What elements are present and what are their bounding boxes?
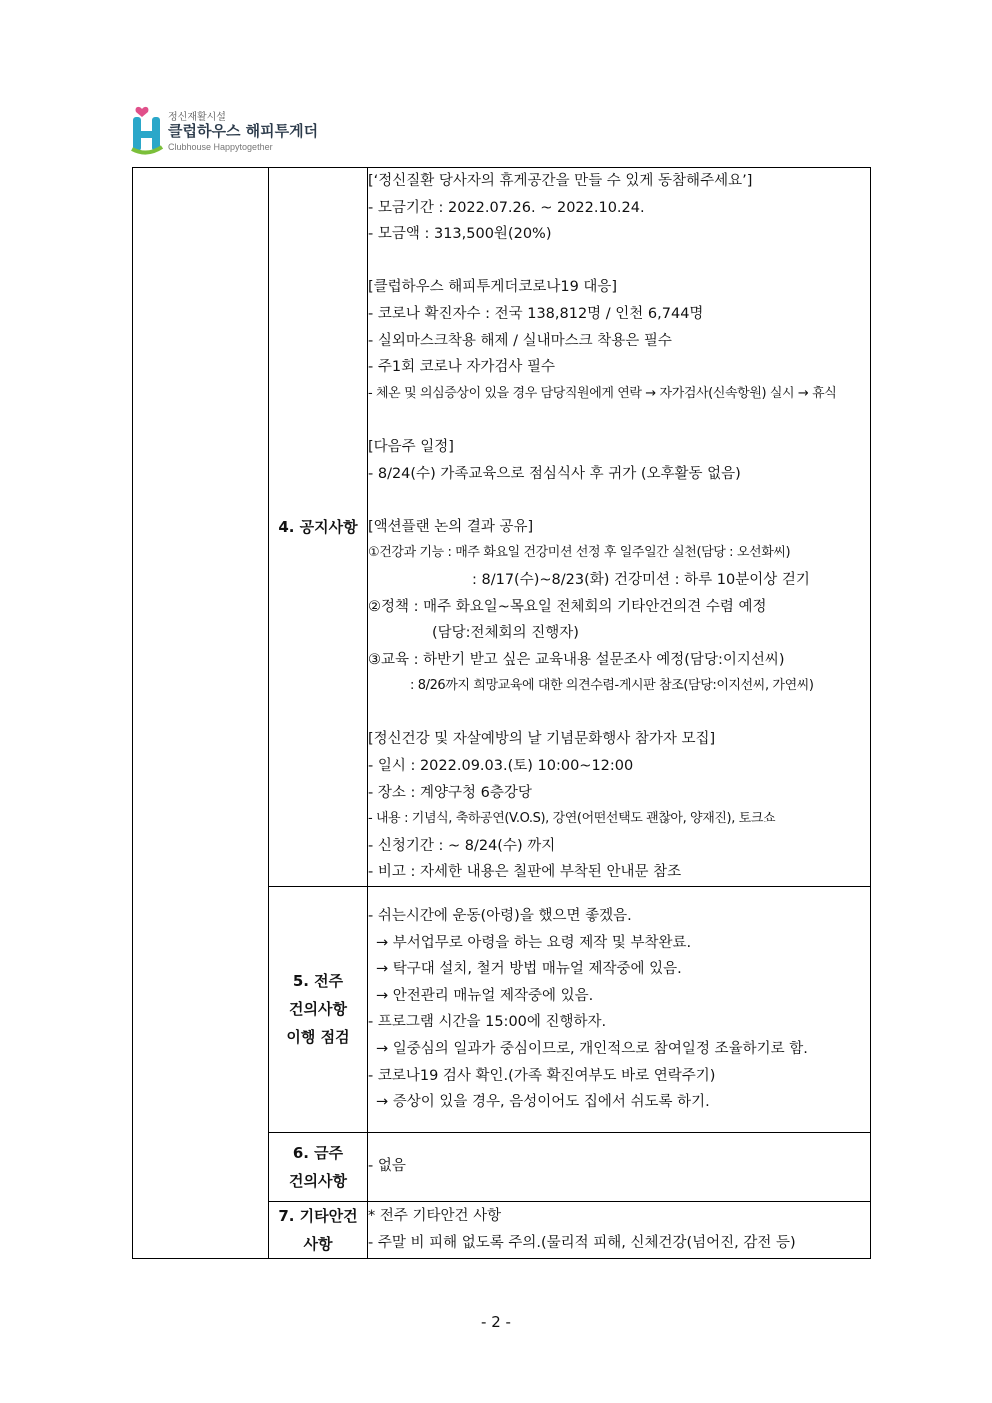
- notice-line: ③교육 : 하반기 받고 싶은 교육내용 설문조사 예정(담당:이지선씨): [368, 651, 785, 668]
- label-last-week: [269, 887, 368, 1133]
- notice-line: - 주1회 코로나 자가검사 필수: [368, 359, 555, 376]
- notice-line-blank: [368, 248, 870, 275]
- content-last-week: [368, 887, 871, 1133]
- label-line: 건의사항: [289, 1171, 347, 1190]
- other-line: - 주말 비 피해 없도록 주의.(물리적 피해, 신체건강(넘어진, 감전 등): [368, 1234, 796, 1251]
- org-logo: [130, 103, 350, 155]
- notice-line: - 모금액 : 313,500원(20%): [368, 226, 552, 243]
- label-line: 7. 기타안건: [278, 1206, 358, 1225]
- label-line: 건의사항: [289, 1000, 347, 1019]
- notice-line: : 8/17(수)~8/23(화) 건강미션 : 하루 10분이상 걷기: [472, 571, 810, 588]
- notice-line: - 체온 및 의심증상이 있을 경우 담당직원에게 연락 → 자가검사(신속항원) 실시 → 휴식: [368, 385, 837, 401]
- notice-line: [다음주 일정]: [368, 438, 454, 455]
- last-week-line: → 일중심의 일과가 중심이므로, 개인적으로 참여일정 조율하기로 함.: [376, 1041, 808, 1057]
- notice-line: [클럽하우스 해피투게더코로나19 대응]: [368, 279, 618, 296]
- notice-line: - 8/24(수) 가족교육으로 점심식사 후 귀가 (오후활동 없음): [368, 465, 741, 482]
- blank-left-column: [133, 168, 269, 1259]
- label-line: 이행 점검: [286, 1028, 350, 1047]
- notice-line: - 일시 : 2022.09.03.(토) 10:00~12:00: [368, 758, 634, 775]
- this-week-line: - 없음: [368, 1158, 406, 1175]
- notice-line: - 비고 : 자세한 내용은 칠판에 부착된 안내문 참조: [368, 864, 682, 881]
- notice-line: - 신청기간 : ~ 8/24(수) 까지: [368, 837, 556, 854]
- label-line: 5. 전주: [292, 972, 344, 991]
- org-name: 클럽하우스 해피투게더: [168, 122, 319, 140]
- notice-line: ①건강과 기능 : 매주 화요일 건강미션 선정 후 일주일간 실천(담당 : 오선화씨): [368, 545, 791, 561]
- other-line: * 전주 기타안건 사항: [368, 1208, 502, 1225]
- label-notice: 4. 공지사항: [269, 168, 368, 887]
- notice-line: ②정책 : 매주 화요일~목요일 전체회의 기타안건의견 수렴 예정: [368, 598, 767, 615]
- content-other: [368, 1201, 871, 1258]
- notice-line-blank: [368, 407, 870, 434]
- label-this-week: [269, 1132, 368, 1201]
- notice-line: [액션플랜 논의 결과 공유]: [368, 518, 534, 535]
- section-row-notice: [133, 168, 871, 887]
- content-notice: [368, 168, 871, 887]
- notice-line: - 코로나 확진자수 : 전국 138,812명 / 인천 6,744명: [368, 305, 704, 322]
- last-week-line: - 쉬는시간에 운동(아령)을 했으면 좋겠음.: [368, 908, 632, 925]
- content-this-week: [368, 1132, 871, 1201]
- clubhouse-logo-icon: [130, 103, 164, 155]
- notice-line: [정신건강 및 자살예방의 날 기념문화행사 참가자 모집]: [368, 731, 716, 748]
- notice-line: : 8/26까지 희망교육에 대한 의견수렴-게시판 참조(담당:이지선씨, 가연씨): [410, 678, 814, 694]
- notice-line: - 장소 : 계양구청 6층강당: [368, 784, 532, 801]
- notice-line: - 실외마스크착용 해제 / 실내마스크 착용은 필수: [368, 332, 672, 349]
- last-week-line: → 탁구대 설치, 철거 방법 매뉴얼 제작중에 있음.: [376, 961, 682, 978]
- notice-line-blank: [368, 700, 870, 727]
- label-line: 사항: [303, 1234, 333, 1253]
- org-english-name: Clubhouse Happytogether: [168, 142, 273, 152]
- label-line: 6. 금주: [292, 1143, 344, 1162]
- notice-line: - 내용 : 기념식, 축하공연(V.O.S), 강연(어떤선택도 괜찮아, 양재진), 토크쇼: [368, 811, 776, 827]
- last-week-line: - 프로그램 시간을 15:00에 진행하자.: [368, 1014, 607, 1031]
- notice-line: - 모금기간 : 2022.07.26. ~ 2022.10.24.: [368, 199, 645, 216]
- label-other: [269, 1201, 368, 1258]
- last-week-line: - 코로나19 검사 확인.(가족 확진여부도 바로 연락주기): [368, 1067, 716, 1084]
- minutes-table: [132, 167, 871, 1259]
- org-subtitle: 정신재활시설: [168, 112, 226, 123]
- notice-line: (담당:전체회의 진행자): [432, 625, 579, 642]
- page-number: - 2 -: [481, 1313, 511, 1331]
- last-week-line: → 안전관리 매뉴얼 제작중에 있음.: [376, 987, 594, 1004]
- notice-line: [‘정신질환 당사자의 휴게공간을 만들 수 있게 동참해주세요’]: [368, 173, 753, 189]
- notice-line-blank: [368, 487, 870, 514]
- last-week-line: → 증상이 있을 경우, 음성이어도 집에서 쉬도록 하기.: [376, 1094, 710, 1111]
- last-week-line: → 부서업무로 아령을 하는 요령 제작 및 부착완료.: [376, 934, 692, 951]
